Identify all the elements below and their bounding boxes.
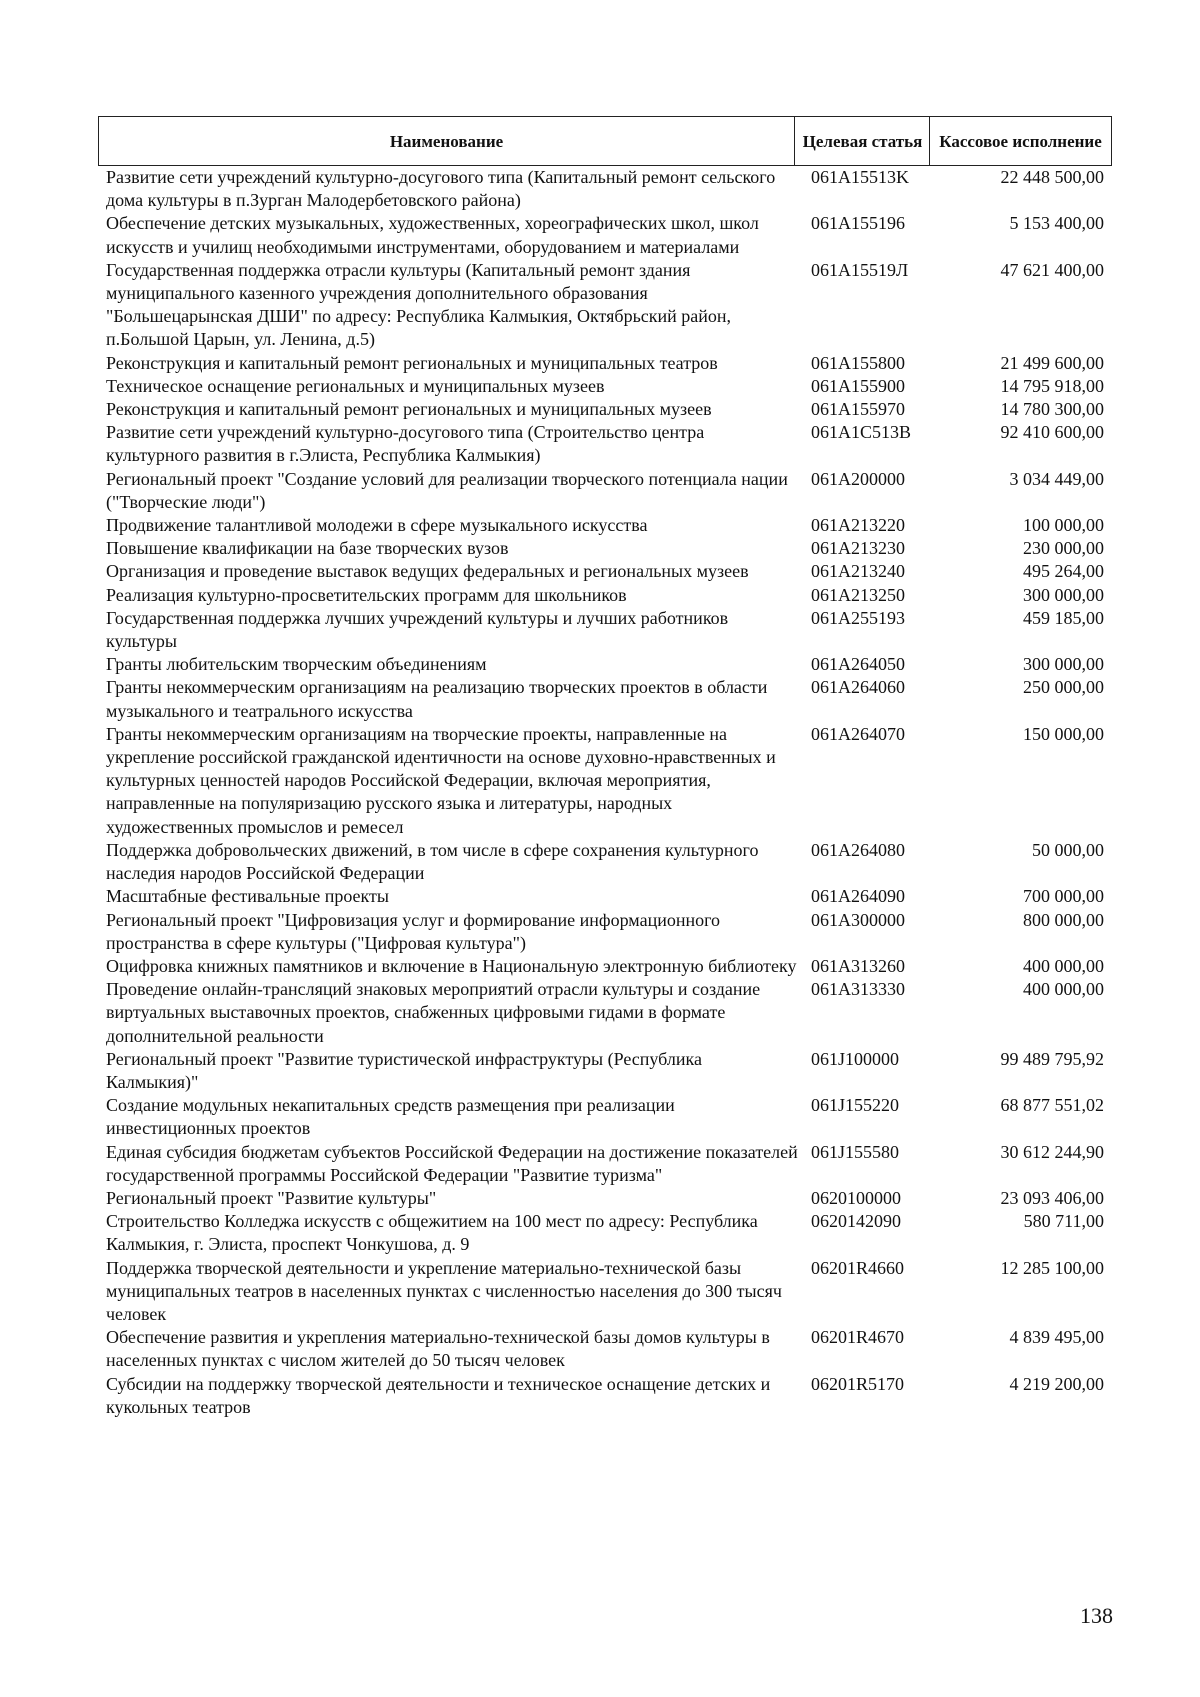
- row-name: Реконструкция и капитальный ремонт региональных и муниципальных театров: [106, 352, 718, 373]
- row-name: Поддержка добровольческих движений, в том числе в сфере сохранения культурного наследия народов Российской Федерации: [106, 839, 759, 884]
- row-code: 061A264090: [811, 886, 905, 907]
- page-number: 138: [1080, 1603, 1113, 1628]
- row-code: 061A300000: [811, 909, 905, 930]
- row-amount: 92 410 600,00: [1000, 422, 1104, 443]
- row-code: 061J155220: [811, 1095, 900, 1116]
- row-amount: 300 000,00: [1023, 584, 1104, 605]
- row-amount: 99 489 795,92: [1000, 1048, 1104, 1069]
- row-name: Гранты некоммерческим организациям на творческие проекты, направленные на укрепление российской гражданской идентичности на основе духовно-нравственных и культурных ценностей народов Российской Федерации, включая мероприятия, направленные на популяризацию русского языка и литературы, народных художественных промыслов и ремесел: [106, 723, 776, 837]
- row-amount: 23 093 406,00: [1000, 1187, 1104, 1208]
- table-row: [98, 653, 1112, 676]
- row-code: 0620142090: [811, 1211, 901, 1232]
- row-name: Государственная поддержка лучших учреждений культуры и лучших работников культуры: [106, 607, 729, 652]
- row-amount: 700 000,00: [1023, 886, 1104, 907]
- row-name: Организация и проведение выставок ведущих федеральных и региональных музеев: [106, 561, 749, 582]
- table-row: [98, 421, 1112, 467]
- table-row: [98, 375, 1112, 398]
- table-row: [98, 166, 1112, 212]
- row-name: Строительство Колледжа искусств с общежитием на 100 мест по адресу: Республика Калмыкия, г. Элиста, проспект Чонкушова, д. 9: [106, 1211, 758, 1255]
- table-row: [98, 839, 1112, 885]
- table-row: [98, 1257, 1112, 1327]
- row-code: 061A15519Л: [811, 259, 909, 280]
- table-row: [98, 398, 1112, 421]
- row-name: Проведение онлайн-трансляций знаковых мероприятий отрасли культуры и создание виртуальных выставочных проектов, снабженных цифровыми гидами в формате дополнительной реальности: [106, 979, 761, 1046]
- row-amount: 300 000,00: [1023, 654, 1104, 675]
- row-name: Государственная поддержка отрасли культуры (Капитальный ремонт здания муниципального казенного учреждения дополнительного образования "Большецарынская ДШИ" по адресу: Республика Калмыкия, Октябрьский район, п.Большой Царын, ул. Ленина, д.5): [106, 259, 732, 350]
- row-code: 061J155580: [811, 1141, 900, 1162]
- row-name: Техническое оснащение региональных и муниципальных музеев: [106, 375, 605, 396]
- row-amount: 100 000,00: [1023, 515, 1104, 536]
- table-row: [98, 1326, 1112, 1372]
- table-row: [98, 468, 1112, 514]
- table-row: [98, 1141, 1112, 1187]
- table-row: [98, 212, 1112, 258]
- row-amount: 14 780 300,00: [1000, 399, 1104, 420]
- row-name: Развитие сети учреждений культурно-досугового типа (Капитальный ремонт сельского дома культуры в п.Зурган Малодербетовского района): [106, 167, 776, 211]
- row-amount: 580 711,00: [1023, 1211, 1104, 1232]
- row-name: Единая субсидия бюджетам субъектов Российской Федерации на достижение показателей государственной программы Российской Федерации "Развитие туризма": [106, 1141, 798, 1185]
- table-row: [98, 537, 1112, 560]
- row-amount: 4 219 200,00: [1009, 1373, 1104, 1394]
- row-amount: 30 612 244,90: [1000, 1141, 1104, 1162]
- row-code: 061A264080: [811, 839, 905, 860]
- row-amount: 50 000,00: [1032, 839, 1104, 860]
- row-code: 06201R4660: [811, 1257, 905, 1278]
- row-code: 061A155970: [811, 399, 905, 420]
- header-amount: Кассовое исполнение: [929, 117, 1111, 165]
- row-name: Поддержка творческой деятельности и укрепление материально-технической базы муниципальных театров в населенных пунктах с численностью населения до 300 тысяч человек: [106, 1257, 782, 1324]
- row-name: Региональный проект "Цифровизация услуг и формирование информационного пространства в сфере культуры ("Цифровая культура"): [106, 909, 721, 953]
- row-code: 061A200000: [811, 468, 905, 489]
- row-amount: 495 264,00: [1023, 561, 1104, 582]
- row-code: 06201R5170: [811, 1373, 905, 1394]
- row-code: 061A213220: [811, 515, 905, 536]
- table-row: [98, 909, 1112, 955]
- row-code: 061A264050: [811, 654, 905, 675]
- row-amount: 230 000,00: [1023, 538, 1104, 559]
- table-header: [98, 116, 1112, 166]
- row-code: 061A155800: [811, 352, 905, 373]
- row-name: Гранты некоммерческим организациям на реализацию творческих проектов в области музыкального и театрального искусства: [106, 677, 768, 721]
- row-amount: 150 000,00: [1023, 723, 1104, 744]
- table-row: [98, 607, 1112, 653]
- row-name: Реализация культурно-просветительских программ для школьников: [106, 584, 627, 605]
- row-amount: 800 000,00: [1023, 909, 1104, 930]
- table-row: [98, 885, 1112, 908]
- row-amount: 459 185,00: [1023, 607, 1104, 628]
- row-amount: 250 000,00: [1023, 677, 1104, 698]
- row-name: Региональный проект "Развитие культуры": [106, 1187, 437, 1208]
- table-row: [98, 259, 1112, 352]
- row-code: 06201R4670: [811, 1327, 905, 1348]
- header-code: Целевая статья: [794, 117, 930, 165]
- table-row: [98, 560, 1112, 583]
- row-name: Повышение квалификации на базе творческих вузов: [106, 538, 509, 559]
- table-row: [98, 352, 1112, 375]
- table-body: [98, 166, 1112, 1419]
- table-row: [98, 1094, 1112, 1140]
- row-amount: 4 839 495,00: [1009, 1327, 1104, 1348]
- row-name: Гранты любительским творческим объединениям: [106, 654, 487, 675]
- row-amount: 68 877 551,02: [1000, 1095, 1104, 1116]
- row-name: Реконструкция и капитальный ремонт региональных и муниципальных музеев: [106, 399, 712, 420]
- row-name: Региональный проект "Создание условий для реализации творческого потенциала нации ("Творческие люди"): [106, 468, 788, 512]
- table-row: [98, 1187, 1112, 1210]
- row-code: 061A255193: [811, 607, 905, 628]
- row-amount: 3 034 449,00: [1009, 468, 1104, 489]
- row-name: Обеспечение развития и укрепления материально-технической базы домов культуры в населенных пунктах с числом жителей до 50 тысяч человек: [106, 1327, 770, 1371]
- row-code: 061A264070: [811, 723, 905, 744]
- row-amount: 47 621 400,00: [1000, 259, 1104, 280]
- table-row: [98, 514, 1112, 537]
- table-row: [98, 1373, 1112, 1419]
- table-row: [98, 584, 1112, 607]
- row-name: Обеспечение детских музыкальных, художественных, хореографических школ, школ искусств и училищ необходимыми инструментами, оборудованием и материалами: [106, 213, 759, 257]
- row-amount: 14 795 918,00: [1000, 375, 1104, 396]
- table-row: [98, 676, 1112, 722]
- row-code: 061A213250: [811, 584, 905, 605]
- row-name: Региональный проект "Развитие туристической инфраструктуры (Республика Калмыкия)": [106, 1048, 702, 1092]
- row-name: Продвижение талантливой молодежи в сфере музыкального искусства: [106, 515, 648, 536]
- header-name: Наименование: [389, 131, 504, 151]
- row-amount: 22 448 500,00: [1000, 167, 1104, 187]
- row-code: 061A313330: [811, 979, 905, 1000]
- budget-table: [98, 116, 1112, 1419]
- row-code: 061A213230: [811, 538, 905, 559]
- row-code: 061A313260: [811, 955, 905, 976]
- row-name: Развитие сети учреждений культурно-досугового типа (Строительство центра культурного развития в г.Элиста, Республика Калмыкия): [106, 422, 705, 466]
- row-name: Оцифровка книжных памятников и включение в Национальную электронную библиотеку: [106, 955, 797, 976]
- row-code: 061A1C513B: [811, 422, 912, 443]
- row-amount: 400 000,00: [1023, 979, 1104, 1000]
- table-row: [98, 955, 1112, 978]
- row-name: Создание модульных некапитальных средств размещения при реализации инвестиционных проектов: [106, 1095, 675, 1139]
- row-code: 061A155900: [811, 375, 905, 396]
- row-code: 061A213240: [811, 561, 905, 582]
- row-code: 0620100000: [811, 1187, 901, 1208]
- row-code: 061J100000: [811, 1048, 900, 1069]
- table-row: [98, 978, 1112, 1048]
- row-code: 061A155196: [811, 213, 905, 234]
- row-amount: 12 285 100,00: [1000, 1257, 1104, 1278]
- row-name: Субсидии на поддержку творческой деятельности и техническое оснащение детских и кукольных театров: [106, 1373, 771, 1417]
- row-amount: 5 153 400,00: [1009, 213, 1104, 234]
- row-amount: 400 000,00: [1023, 955, 1104, 976]
- row-name: Масштабные фестивальные проекты: [106, 886, 390, 907]
- row-code: 061A15513K: [811, 167, 909, 187]
- table-row: [98, 723, 1112, 839]
- row-code: 061A264060: [811, 677, 905, 698]
- table-row: [98, 1048, 1112, 1094]
- row-amount: 21 499 600,00: [1000, 352, 1104, 373]
- table-row: [98, 1210, 1112, 1256]
